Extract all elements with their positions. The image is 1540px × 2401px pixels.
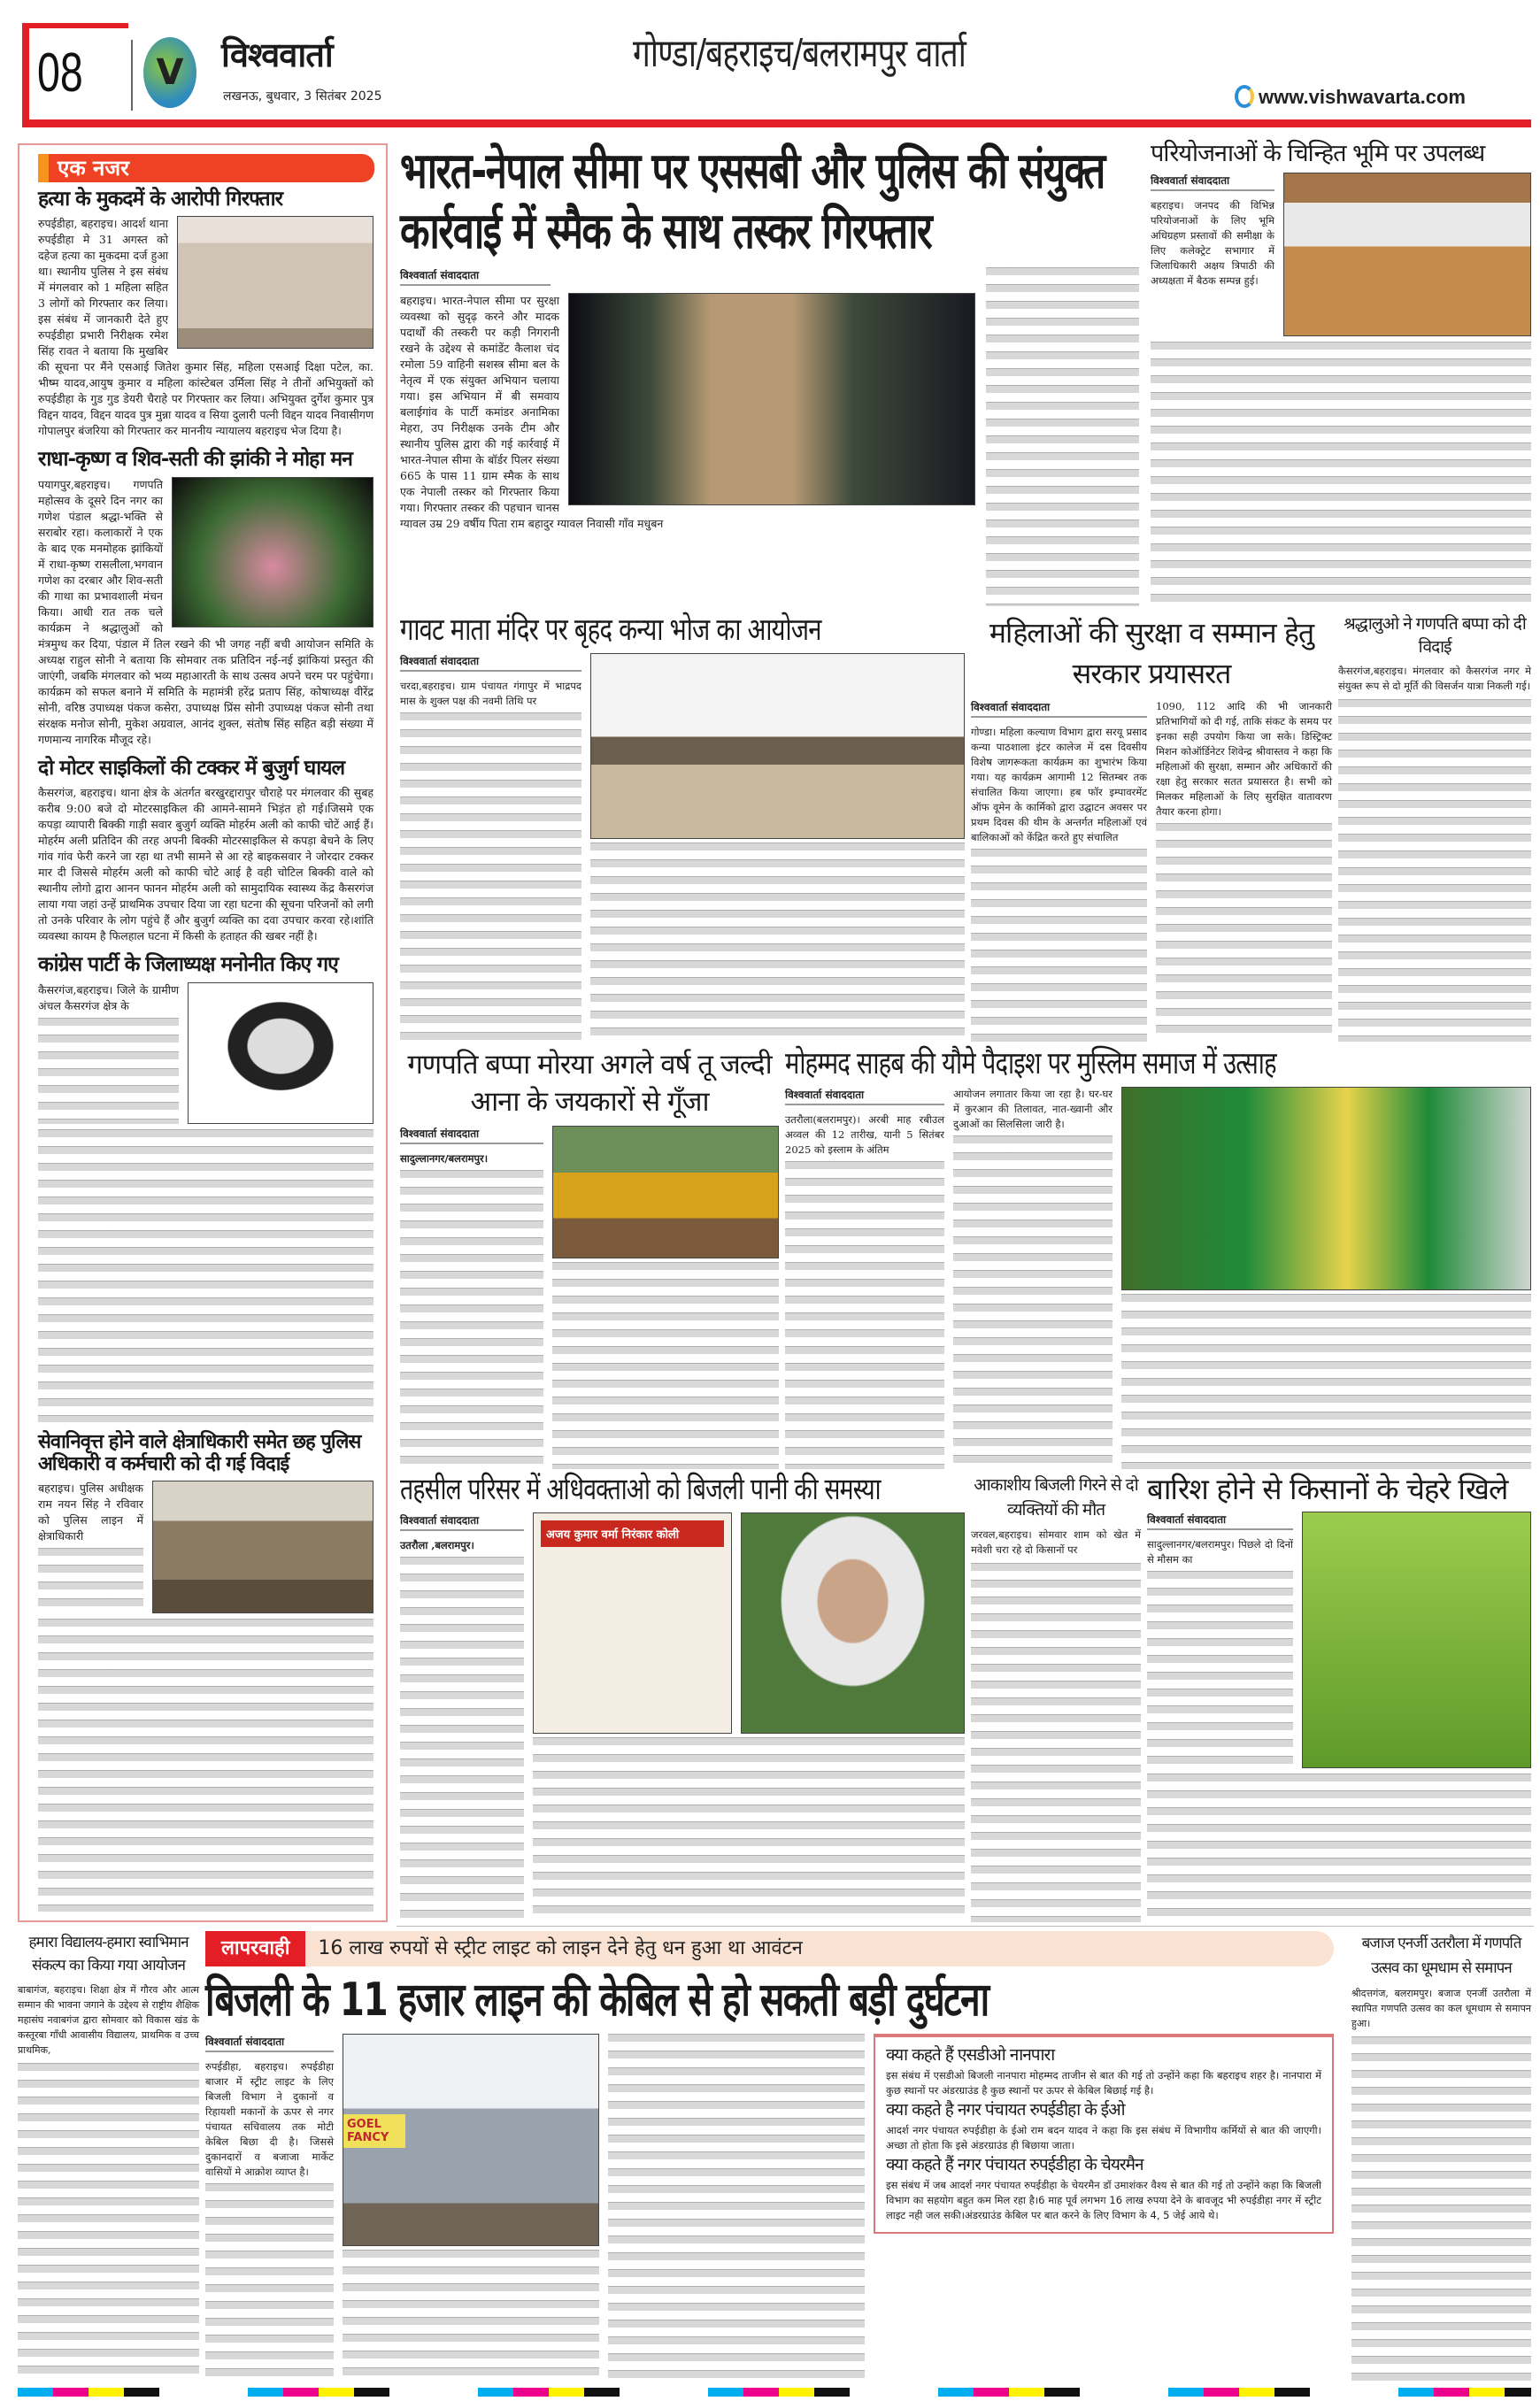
body-text-continuation — [971, 1563, 1141, 1922]
headline: आकाशीय बिजली गिरने से दो व्यक्तियों की मौत — [974, 1475, 1138, 1520]
masthead — [0, 0, 1540, 133]
article-body: उतरौला ,बलरामपुर। — [400, 1539, 474, 1552]
body-text-continuation — [38, 1548, 143, 1613]
article-body: 1090, 112 आदि की भी जानकारी प्रतिभागियों को दी गई, ताकि संकट के समय पर इनका सही उपयोग किया जा सके। डिस्ट्रिक्ट मिशन कोऑर्डिनेटर शिवेन्द्र श्रीवास्तव ने कहा कि महिलाओं की सुरक्षा, सम्मान और अधिकारों की रक्षा हेतु सरकार सतत प्रयासरत है। सभी को मिलकर महिलाओं के लिए सुरक्षित वातावरण तैयार करना होगा। — [1156, 700, 1332, 818]
headline: दो मोटर साइकिलों की टक्कर में बुजुर्ग घायल — [38, 756, 345, 780]
article-body: कैसरगंज,बहराइच। मंगलवार को कैसरगंज नगर मे संयुक्त रूप से दो मूर्ति की विसर्जन यात्रा निकली गई। — [1338, 665, 1531, 692]
quote-text: इस संबंध में एसडीओ बिजली नानपारा मोहम्मद ताजीन से बात की गई तो उन्होंने कहा कि बहराइच शहर है। नानपारा में कुछ स्थानों पर अंडरग्राउंड है कुछ स्थानों पर ऊपर से केबिल बिछाई गई है। — [886, 2068, 1321, 2097]
section-title: गोण्डा/बहराइच/बलरामपुर वार्ता — [633, 31, 966, 76]
logo-icon: V — [143, 37, 196, 108]
women-safety-story: महिलाओं की सुरक्षा व सम्मान हेतु सरकार प्रयासरत विश्ववार्ता संवाददाता गोण्डा। महिला कल्याण विभाग द्वारा सरयू प्रसाद कन्या पाठशाला इंटर कालेज में दस दिवसीय विशेष जागरूकता कार्यक्रम का शुभारंभ किया गया। यह कार्यक्रम आगामी 12 सितम्बर तक संचालित किया जाएगा। हब फॉर इम्पावरमेंट ऑफ वूमेन के कार्मिको द्वारा उद्घाटन अवसर पर प्रथम दिवस की थीम के अन्तर्गत महिलाओं एवं बालिकाओं को केंद्रित करते हुए संचालित 1090, 112 आदि की भी जानकारी प्रतिभागियों को दी गई, ताकि संकट के समय पर इनका सही उपयोग किया जा सके। डिस्ट्रिक्ट मिशन कोऑर्डिनेटर शिवेन्द्र श्रीवास्तव ने कहा कि महिलाओं की सुरक्षा, सम्मान और अधिकारों की रक्षा हेतु सरकार सतत प्रयासरत है। सभी को मिलकर महिलाओं के लिए सुरक्षित वातावरण तैयार करना होगा। — [971, 612, 1332, 1042]
article-body: आयोजन लगातार किया जा रहा है। घर-घर में कुरआन की तिलावत, नात-ख्वानी और दुआओं का सिलसिला जारी है। — [953, 1088, 1113, 1131]
body-text-continuation — [785, 1161, 944, 1469]
procession-photo — [552, 1126, 779, 1258]
tag-label: लापरवाही — [205, 1931, 305, 1966]
paddy-field-photo — [1302, 1512, 1531, 1768]
advocate-board-photo — [533, 1512, 732, 1734]
body-text-continuation — [1338, 699, 1531, 1042]
headline: गणपति बप्पा मोरया अगले वर्ष तू जल्दी आना के जयकारों से गूँजा — [407, 1049, 772, 1118]
article-body: बाबागंज, बहराइच। शिक्षा क्षेत्र में गौरव और आत्म सम्मान की भावना जगाने के उद्देश्य से राष्ट्रीय शैक्षिक महासंघ नवाबगंज द्वारा सोमवार को विकास खंड के कस्तूरबा गाँधी आवासीय विद्यालय, प्राथमिक व उच्च प्राथमिक, — [18, 1984, 199, 2056]
kanya-bhoj-story: गावट माता मंदिर पर बृहद कन्या भोज का आयोजन विश्ववार्ता संवाददाता चरदा,बहराइच। ग्राम पंचायत गंगापुर में भाद्रपद मास के शुक्ल पक्ष की नवमी तिथि पर — [400, 612, 965, 1042]
body-text-continuation — [1151, 342, 1531, 604]
border-arrest-photo — [568, 293, 975, 505]
school-pride-story — [18, 1931, 199, 2382]
kicker: 16 लाख रुपयों से स्ट्रीट लाइट को लाइन देने हेतु धन हुआ था आवंटन — [318, 1937, 803, 1959]
headline: बिजली के 11 हजार लाइन की केबिल से हो सकती बड़ी दुर्घटना — [205, 1974, 989, 2027]
dateline: लखनऊ, बुधवार, 3 सितंबर 2025 — [223, 89, 382, 104]
article-body: रुपईडीहा, बहराइच। रुपईडीहा बाजार में स्ट्रीट लाइट के लिए बिजली विभाग ने दुकानों व रिहायशी मकानों के ऊपर से नगर पंचायत सचिवालय तक मोटी केबिल बिछा दी है। जिससे दुकानदारों व बजाजा मार्केट वासियों मे आक्रोश व्याप्त है। — [205, 2060, 334, 2178]
kanya-bhoj-photo — [590, 653, 965, 839]
article-body: गोण्डा। महिला कल्याण विभाग द्वारा सरयू प्रसाद कन्या पाठशाला इंटर कालेज में दस दिवसीय विशेष जागरूकता कार्यक्रम का शुभारंभ किया गया। यह कार्यक्रम आगामी 12 सितम्बर तक संचालित किया जाएगा। हब फॉर इम्पावरमेंट ऑफ वूमेन के कार्मिको द्वारा उद्घाटन अवसर पर प्रथम दिवस की थीम के अन्तर्गत महिलाओं एवं बालिकाओं को केंद्रित करते हुए संचालित — [971, 726, 1147, 843]
lead-story: भारत-नेपाल सीमा पर एससबी और पुलिस की संयुक्त कार्रवाई में स्मैक के साथ तस्कर गिरफ्तार विश्ववार्ता संवाददाता बहराइच। भारत-नेपाल सीमा पर सुरक्षा व्यवस्था को सुदृढ़ करने और मादक पदार्थों की तस्करी पर कड़ी निगरानी रखने के उद्देश्य से कमांडेंट कैलाश चंद रमोला 59 वाहिनी सशस्त्र सीमा बल के नेतृत्व में एक संयुक्त अभियान चलाया गया। इस अभियान में बी समवाय बलाईगांव के पार्टी कमांडर अनामिका मेहरा, उप निरीक्षक उनके टीम और स्थानीय पुलिस द्वारा की गई कार्रवाई में भारत-नेपाल सीमा के बॉर्डर पिलर संख्या 665 के पास 11 ग्राम स्मैक के साथ एक नेपाली तस्कर को गिरफ्तार किया गया। गिरफ्तार तस्कर की पहचान चानस ग्यावल उम्र 29 वर्षीय पिता राम बहादुर ग्यावल निवासी गाँव मधुबन — [400, 142, 1139, 606]
farewell-photo — [152, 1481, 373, 1613]
section-label: एक नजर — [38, 154, 374, 182]
article-body: श्रीदत्तगंज, बलरामपुर। बजाज एनर्जी उतरौला में स्थापित गणपति उत्सव का कल धूमधाम से समापन हुआ। — [1351, 1988, 1531, 2029]
quote-title: क्या कहते हैं एसडीओ नानपारा — [886, 2045, 1055, 2065]
article-body: कैसरगंज,बहराइच। जिले के ग्रामीण अंचल कैसरगंज क्षेत्र के — [38, 982, 179, 1012]
jhanki-photo — [172, 477, 373, 627]
portrait-photo — [188, 982, 373, 1124]
tehsil-story: तहसील परिसर में अधिवक्ताओ को बिजली पानी की समस्या विश्ववार्ता संवाददाता उतरौला ,बलरामपुर। अजय कुमार वर्मा निरंकार कोली — [400, 1473, 965, 1922]
body-text-continuation — [205, 2183, 334, 2382]
article-body: पयागपुर,बहराइच। गणपति महोत्सव के दूसरे दिन नगर का गणेश पंडाल श्रद्धा-भक्ति से सराबोर रहा। कलाकारों ने एक के बाद एक मनमोहक झांकियों में राधा-कृष्ण रासलीला,भगवान गणेश का दरबार और शिव-सती की गाथा का प्रभावशाली मंचन किया। आधी रात तक चले कार्यक्रम ने श्रद्धालुओं को मंत्रमुग्ध कर दिया, पंडाल में तिल रखने की भी जगह नहीं बची आयोजन समिति के अध्यक्ष राहुल सोनी ने बताया कि सोमवार तक प्रतिदिन नई-नई झांकियां प्रस्तुत की जाएंगी, जबकि मंगलवार को भव्य महाआरती के साथ उत्सव अपने चरम पर पहुंचेगा। कार्यक्रम को सफल बनाने में समिति के महामंत्री हरेंद्र प्रताप सिंह, कोषाध्यक्ष वीरेंद्र सोनी, वरिष्ठ उपाध्यक्ष पंकज कसेरा, उपाध्यक्ष प्रिंस सोनी उपाध्यक्ष पंकज सोनी तथा संरक्षक मनोज सोनी, मुकेश अग्रवाल, आनंद शुक्ल, संतोष सिंह सहित बड़ी संख्या में गणमान्य नागरिक मौजूद रहे। — [38, 477, 373, 746]
rain-farmers-story: बारिश होने से किसानों के चेहरे खिले विश्ववार्ता संवाददाता सादुल्लानगर/बलरामपुर। पिछले दो दिनों से मौसम का — [1147, 1473, 1531, 1922]
page-number: 08 — [37, 42, 83, 104]
body-text-continuation — [608, 2034, 865, 2382]
headline: गावट माता मंदिर पर बृहद कन्या भोज का आयोजन — [400, 612, 821, 648]
bajaj-ganpati-story — [1351, 1931, 1531, 2382]
body-text-continuation — [400, 1557, 524, 1922]
body-text-continuation — [18, 2063, 199, 2382]
headline: महिलाओं की सुरक्षा व सम्मान हेतु सरकार प्रयासरत — [989, 616, 1314, 690]
body-text-continuation — [533, 1737, 965, 1922]
lightning-story — [971, 1473, 1141, 1922]
body-text-continuation — [552, 1262, 779, 1469]
print-registration-bar — [18, 2388, 1531, 2397]
arrest-photo — [177, 216, 373, 349]
article-body: बहराइच। पुलिस अधीक्षक राम नयन सिंह ने रविवार को पुलिस लाइन में क्षेत्राधिकारी — [38, 1481, 143, 1543]
quote-title: क्या कहते हैं नगर पंचायत रुपईडीहा के चेयरमैन — [886, 2154, 1143, 2174]
article-body: बहराइच। भारत-नेपाल सीमा पर सुरक्षा व्यवस्था को सुदृढ़ करने और मादक पदार्थों की तस्करी पर कड़ी निगरानी रखने के उद्देश्य से कमांडेंट कैलाश चंद रमोला 59 वाहिनी सशस्त्र सीमा बल के नेतृत्व में एक संयुक्त अभियान चलाया गया। इस अभियान में बी समवाय बलाईगांव के पार्टी कमांडर अनामिका मेहरा, उप निरीक्षक उनके टीम और स्थानीय पुलिस द्वारा की गई कार्रवाई में भारत-नेपाल सीमा के बॉर्डर पिलर संख्या 665 के पास 11 ग्राम स्मैक के साथ एक नेपाली तस्कर को गिरफ्तार किया गया। गिरफ्तार तस्कर की पहचान चानस ग्यावल उम्र 29 वर्षीय पिता राम बहादुर ग्यावल निवासी गाँव मधुबन — [400, 293, 975, 532]
advocate-portrait-photo — [741, 1512, 965, 1734]
browser-icon — [1235, 85, 1254, 108]
article-body: जरवल,बहराइच। सोमवार शाम को खेत में मवेशी चरा रहे दो किसानों पर — [971, 1528, 1141, 1556]
website-link[interactable]: www.vishwavarta.com — [1259, 86, 1466, 108]
quotes-box — [874, 2034, 1334, 2234]
name-board: अजय कुमार वर्मा निरंकार कोली — [541, 1520, 724, 1547]
body-text-continuation — [400, 1170, 543, 1469]
ek-nazar-box — [18, 143, 388, 1922]
headline: सेवानिवृत्त होने वाले क्षेत्राधिकारी समेत छह पुलिस अधिकारी व कर्मचारी को दी गई विदाई — [38, 1430, 361, 1475]
headline: श्रद्धालुओ ने गणपति बप्पा को दी विदाई — [1344, 614, 1526, 657]
land-projects-story: परियोजनाओं के चिन्हित भूमि पर उपलब्ध विश्ववार्ता संवाददाता बहराइच। जनपद की विभिन्न परियोजनाओं के लिए भूमि अधिग्रहण प्रस्तावों की समीक्षा के लिए कलेक्ट्रेट सभागार में जिलाधिकारी अक्षय त्रिपाठी की अध्यक्षता में बैठक सम्पन्न हुई। — [1151, 140, 1531, 604]
paper-name: विश्ववार्ता — [221, 35, 333, 74]
shop-sign: GOEL FANCY — [343, 2114, 405, 2148]
quote-title: क्या कहते है नगर पंचायत रुपईडीहा के ईओ — [886, 2099, 1125, 2120]
ganpati-jaykara-story: गणपति बप्पा मोरया अगले वर्ष तू जल्दी आना के जयकारों से गूँजा विश्ववार्ता संवाददाता सादुल्लानगर/बलरामपुर। — [400, 1046, 779, 1469]
article-body: सादुल्लानगर/बलरामपुर। पिछले दो दिनों से मौसम का — [1147, 1537, 1293, 1566]
article-body: बहराइच। जनपद की विभिन्न परियोजनाओं के लिए भूमि अधिग्रहण प्रस्तावों की समीक्षा के लिए कलेक्ट्रेट सभागार में जिलाधिकारी अक्षय त्रिपाठी की अध्यक्षता में बैठक सम्पन्न हुई। — [1151, 199, 1274, 288]
quote-text: इस संबंध में जब आदर्श नगर पंचायत रुपईडीहा के चेयरमैन डॉ उमाशंकर वैश्य से बात की गई तो उन्होंने कहा कि बिजली विभाग का सहयोग बहुत कम मिल रहा है।6 माह पूर्व लगभग 16 लाख रुपया देने के बावजूद भी रुपईडीहा नगर में स्ट्रीट लाइट नही जल सकी।अंडरग्राउंड केबिल पर बात करने के लिए विभाग के 4, 5 जेई आये थे। — [886, 2178, 1321, 2221]
body-text-continuation — [1147, 1774, 1531, 1922]
body-text-continuation — [343, 2250, 599, 2382]
headline: कांग्रेस पार्टी के जिलाध्यक्ष मनोनीत किए गए — [38, 953, 338, 977]
ganpati-farewell-story — [1338, 612, 1531, 1042]
article-body: चरदा,बहराइच। ग्राम पंचायत गंगापुर में भाद्रपद मास के शुक्ल पक्ष की नवमी तिथि पर — [400, 680, 581, 708]
meeting-photo — [1283, 173, 1531, 336]
headline: बजाज एनर्जी उतरौला में गणपति उत्सव का धूमधाम से समापन — [1361, 1935, 1521, 1977]
cable-street-photo — [343, 2034, 599, 2246]
cable-danger-story: लापरवाही 16 लाख रुपयों से स्ट्रीट लाइट को लाइन देने हेतु धन हुआ था आवंटन बिजली के 11 हजार लाइन की केबिल से हो सकती बड़ी दुर्घटना विश्ववार्ता संवाददाता रुपईडीहा, बहराइच। रुपईडीहा बाजार में स्ट्रीट लाइट के लिए बिजली विभाग ने दुकानों व रिहायशी मकानों के ऊपर से नगर पंचायत सचिवालय तक मोटी केबिल बिछा दी है। जिससे दुकानदारों व बजाजा मार्केट वासियों मे आक्रोश व्याप्त है। GOEL FANCY क्या कहते हैं एसडीओ नानपारा इस संबंध में एसडीओ बिजली नानपारा मोहम्मद ताजीन से बात की गई तो उन्होंने कहा कि बहराइच शहर है। नानपारा में कुछ स्थानों पर अंडरग्राउंड है कुछ स्थानों पर ऊपर से केबिल बिछाई गई है। क्या कहते है नगर पंचायत रुपईडीहा के ईओ आदर्श नगर पंचायत रुपईडीहा के ईओ राम बदन यादव ने कहा कि इस संबंध में विभागीय कर्मियों से बात की जाएगी। अच्छा तो होता कि इसे अंडरग्राउंड ही बिछाया जाता। क्या कहते हैं नगर पंचायत रुपईडीहा के चेयरमैन इस संबंध में जब आदर्श नगर पंचायत रुपईडीहा के चेयरमैन डॉ उमाशंकर वैश्य से बात की गई तो उन्होंने कहा कि बिजली विभाग का सहयोग बहुत कम मिल रहा है।6 माह पूर्व लगभग 16 लाख रुपया देने के बावजूद भी रुपईडीहा नगर में स्ट्रीट लाइट नही जल सकी।अंडरग्राउंड केबिल पर बात करने के लिए विभाग के 4, 5 जेई आये थे। — [205, 1931, 1347, 2382]
headline: हमारा विद्यालय-हमारा स्वाभिमान संकल्प का किया गया आयोजन — [28, 1934, 189, 1974]
body-text-continuation — [1121, 1294, 1531, 1469]
headline: बारिश होने से किसानों के चेहरे खिले — [1147, 1472, 1508, 1506]
milad-story: मोहम्मद साहब की यौमे पैदाइश पर मुस्लिम समाज में उत्साह विश्ववार्ता संवाददाता उतरौला(बलरामपुर)। अरबी माह रबीउल अव्वल की 12 तारीख, यानी 5 सितंबर 2025 को इस्लाम के अंतिम आयोजन लगातार किया जा रहा है। घर-घर में कुरआन की तिलावत, नात-ख्वानी और दुआओं का सिलसिला जारी है। — [785, 1046, 1531, 1469]
decorated-street-photo — [1121, 1087, 1531, 1290]
article-body: कैसरगंज, बहराइच। थाना क्षेत्र के अंतर्गत बरखुरद्दारापुर चौराहे पर मंगलवार की सुबह करीब 9:00 बजे दो मोटरसाइकिल की आमने-सामने भिड़ंत हो गई।जिसमे एक कपड़ा व्यापारी बिक्की गाड़ी सवार बुजुर्ग व्यक्ति मोहर्रम अली को काफी चोटें आई हैं। मोहर्रम अली प्रतिदिन की तरह अपनी बिक्की मोटरसाइकिल से कपड़ा बेचने के लिए गांव गांव फेरी करने जा रहा था तभी सामने से आ रहे बाइकसवार ने जोरदार टक्कर मार दी जिससे मोहर्रम अली को काफी चोटे आई है वही चोटिल बिक्की वाले को स्थानीय लोगो द्वारा आनन फानन मोहर्रम अली को सामुदायिक स्वास्थ्य केंद्र कैसरगंज लाया गया जहां उन्हें प्राथमिक उपचार दिया जा रहा घटना की सूचना परिजनों को लगी तो उनके परिवार के लोग पहुंचे हैं और बुजुर्ग व्यक्ति का दवा उपचार करवा रहे।शांति व्यवस्था कायम है फिलहाल घटना में किसी के हताहत की खबर नहीं है। — [38, 786, 373, 943]
body-text-continuation — [1147, 1571, 1293, 1768]
headline: तहसील परिसर में अधिवक्ताओ को बिजली पानी की समस्या — [400, 1472, 881, 1507]
article-body: सादुल्लानगर/बलरामपुर। — [400, 1152, 489, 1165]
body-text-continuation — [38, 1129, 373, 1422]
body-text-continuation — [1351, 2036, 1531, 2382]
kicker-band — [205, 1931, 1334, 1966]
body-text-continuation — [953, 1135, 1113, 1469]
article-body: रुपईडीहा, बहराइच। आदर्श थाना रुपईडीहा मे 31 अगस्त को दहेज हत्या का मुकदमा दर्ज हुआ था। स्थानीय पुलिस ने इस संबंध में मंगलवार को 1 महिला सहित 3 लोगों को गिरफ्तार कर लिया। इस संबंध में जानकारी देते हुए रुपईडीहा प्रभारी निरीक्षक रमेश सिंह रावत ने बताया कि मुखबिर की सूचना पर मैंने एसआई जितेश कुमार सिंह, महिला एसआई दिक्षा पटेल, का. भीष्म यादव,आयुष कुमार व महिला कांस्टेबल उर्मिला सिंह ने तीनों अभियुक्तों को रुपईडीहा के गुड गुड डेयरी चैराहे पर गिरफ्तार कर लिया। अभियुक्त दुर्गेश कुमार पुत्र विद्दन यादव, विद्दन यादव पुत्र मुन्ना यादव व सिया दुलारी पत्नी विद्दन यादव निवासीगण गोपालपुर बंजरिया को गिरफ्तार कर माननीय न्यायालय बहराइच भेज दिया है। — [38, 217, 373, 438]
body-text-continuation — [1156, 823, 1332, 1042]
headline: राधा-कृष्ण व शिव-सती की झांकी ने मोहा मन — [38, 448, 352, 472]
quote-text: आदर्श नगर पंचायत रुपईडीहा के ईओ राम बदन यादव ने कहा कि इस संबंध में विभागीय कर्मियों से बात की जाएगी। अच्छा तो होता कि इसे अंडरग्राउंड ही बिछाया जाता। — [886, 2123, 1321, 2151]
lead-headline: भारत-नेपाल सीमा पर एससबी और पुलिस की संयुक्त कार्रवाई में स्मैक के साथ तस्कर गिरफ्तार — [400, 142, 1105, 260]
body-text-continuation — [986, 267, 1139, 606]
headline: मोहम्मद साहब की यौमे पैदाइश पर मुस्लिम समाज में उत्साह — [785, 1046, 1276, 1081]
headline: परियोजनाओं के चिन्हित भूमि पर उपलब्ध — [1151, 140, 1485, 167]
headline: हत्या के मुकदमें के आरोपी गिरफ्तार — [38, 188, 283, 211]
body-text-continuation — [590, 843, 965, 1042]
body-text-continuation — [38, 1619, 373, 1912]
body-text-continuation — [400, 712, 581, 1042]
body-text-continuation — [971, 849, 1147, 1042]
article-body: उतरौला(बलरामपुर)। अरबी माह रबीउल अव्वल की 12 तारीख, यानी 5 सितंबर 2025 को इस्लाम के अंतिम — [785, 1113, 944, 1157]
body-text-continuation — [38, 1018, 179, 1124]
